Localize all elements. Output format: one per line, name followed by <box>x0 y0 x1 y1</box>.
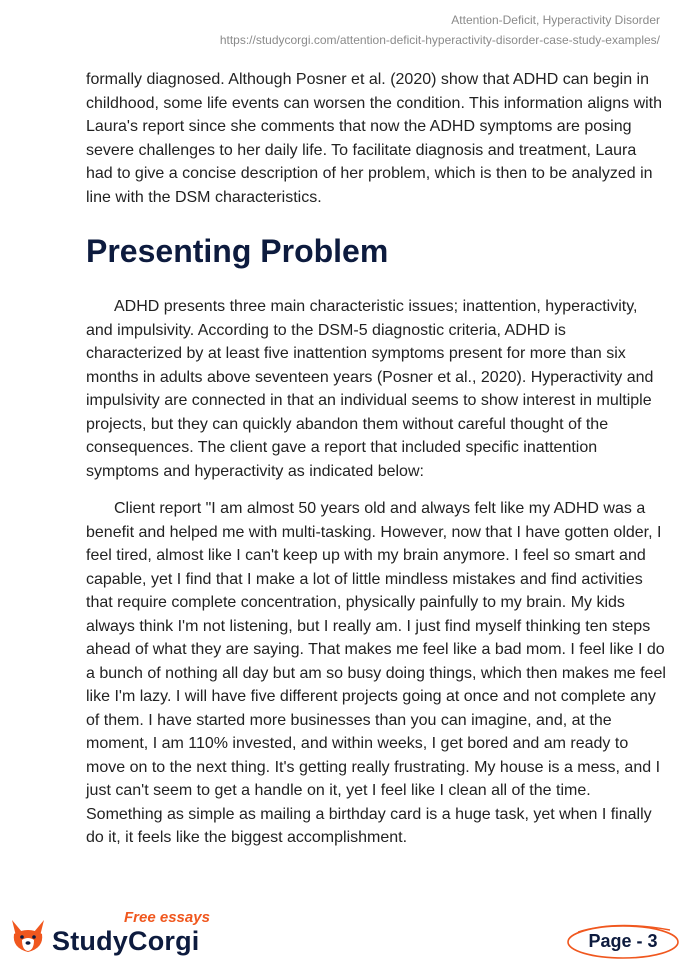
page-number: Page - 3 <box>588 931 658 951</box>
body-paragraph: ADHD presents three main characteristic issues; inattention, hyperactivity, and impulsivity. According to the DSM-5 diagnostic criteria, ADHD is characterized by at least five inattention symptoms present for more than six months in adults above seventeen years (Posner et al., 2020). Hyperactivity and impulsivity are connected in that an individual seems to show interest in multiple projects, but they can quickly abandon them without careful thought of the consequences. The client gave a report that included specific inattention symptoms and hyperactivity as indicated below: <box>86 298 654 480</box>
corgi-dog-icon <box>8 918 48 954</box>
intro-paragraph: formally diagnosed. Although Posner et al. (2020) show that ADHD can begin in childhood, some life events can worsen the condition. This information aligns with Laura's report since she comments that now the ADHD symptoms are posing severe challenges to her daily life. To facilitate diagnosis and treatment, Laura had to give a concise description of her problem, which is then to be analyzed in line with the DSM characteristics. <box>86 71 663 206</box>
logo-tagline: Free essays <box>124 909 210 926</box>
document-title: Attention-Deficit, Hyperactivity Disorder <box>451 13 660 27</box>
page-number-badge <box>566 922 680 960</box>
studycorgi-logo[interactable] <box>8 908 218 958</box>
document-body <box>86 68 666 850</box>
document-url[interactable]: https://studycorgi.com/attention-deficit-hyperactivity-disorder-case-study-examples/ <box>219 33 660 47</box>
logo-wordmark: StudyCorgi <box>52 926 200 956</box>
section-heading: Presenting Problem <box>86 233 389 269</box>
body-paragraph: Client report "I am almost 50 years old and always felt like my ADHD was a benefit and helped me with multi-tasking. However, now that I have gotten older, I feel tired, almost like I can't keep up with my brain anymore. I feel so smart and capable, yet I find that I make a lot of little mindless mistakes and find activities that require complete concentration, physically painfully to my brain. My kids always think I'm not listening, but I really am. I just find myself thinking ten steps ahead of what they are saying. That makes me feel like a bad mom. I feel like I do a bunch of nothing all day but am so busy doing things, which then makes me feel like I'm lazy. I will have five different projects going at once and not complete any of them. I have started more businesses than you can imagine, and, at the moment, I am 110% invested, and within weeks, I get bored and am ready to move on to the next thing. It's getting really frustrating. My house is a mess, and I just can't seem to get a handle on it, yet I feel like I clean all of the time. Something as simple as mailing a birthday card is a huge task, yet when I finally do it, it feels like the biggest accomplishment. <box>86 500 666 846</box>
page-header <box>220 10 660 50</box>
